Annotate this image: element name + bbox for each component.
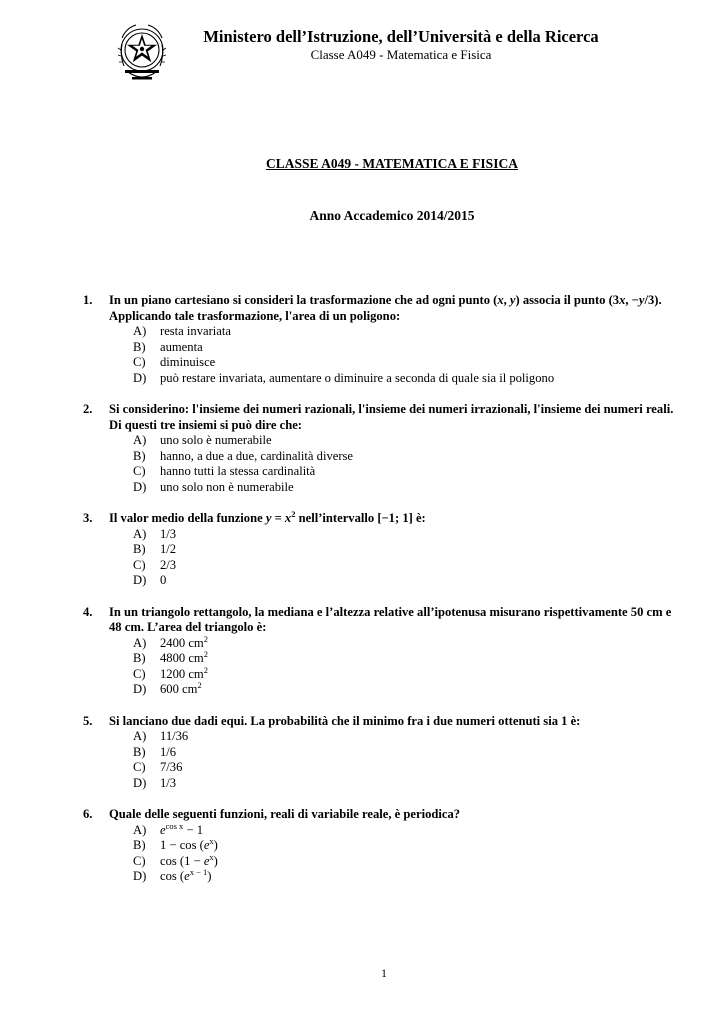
text-part: nell’intervallo [−1; 1] è: — [295, 511, 426, 525]
exponent: x — [209, 836, 214, 846]
option-a — [133, 433, 683, 449]
question-number: 2. — [83, 402, 93, 416]
option-c — [133, 760, 683, 776]
option-text — [160, 682, 202, 698]
option-letter: A) — [133, 433, 147, 447]
option-text: 0 — [160, 573, 167, 587]
option-text: 1/3 — [160, 775, 177, 790]
option-a — [133, 633, 683, 652]
variable-y: y — [265, 511, 272, 525]
math-base: e — [184, 869, 190, 883]
option-text: hanno, a due a due, cardinalità diverse — [160, 448, 354, 463]
math-base: e — [203, 853, 210, 868]
exponent: x − 1 — [189, 867, 208, 877]
option-a — [133, 820, 683, 839]
option-letter: B) — [133, 838, 146, 852]
option-text: 11/36 — [160, 729, 189, 743]
option-letter: B) — [133, 744, 146, 759]
option-b — [133, 838, 683, 854]
math-base: e — [203, 838, 210, 852]
variable-y: y — [509, 293, 516, 307]
option-a — [133, 527, 683, 543]
option-text — [160, 869, 211, 885]
math-base: e — [160, 822, 166, 837]
option-list — [133, 820, 683, 885]
unit-exponent: 2 — [197, 680, 202, 690]
question-2 — [83, 402, 683, 495]
option-letter: C) — [133, 557, 146, 572]
question-1 — [83, 293, 683, 386]
option-text: uno solo è numerabile — [160, 433, 272, 447]
option-list — [133, 633, 683, 698]
question-number: 4. — [83, 604, 93, 619]
option-letter: A) — [133, 822, 147, 837]
question-number: 5. — [83, 713, 93, 728]
option-letter: D) — [133, 682, 147, 696]
text-part: /3). Applicando tale trasformazione, l'area di un poligono: — [109, 293, 662, 323]
option-text: aumenta — [160, 339, 203, 354]
option-d — [133, 480, 683, 496]
option-d — [133, 776, 683, 792]
option-b — [133, 745, 683, 761]
option-letter: B) — [133, 339, 146, 354]
option-letter: A) — [133, 324, 147, 338]
unit-exponent: 2 — [203, 633, 208, 644]
document-title: CLASSE A049 - MATEMATICA E FISICA — [266, 156, 518, 171]
option-letter: A) — [133, 729, 147, 743]
option-c — [133, 851, 683, 870]
question-number: 6. — [83, 807, 93, 821]
option-letter: D) — [133, 370, 147, 385]
option-c — [133, 558, 683, 574]
text-part: 1 − cos ( — [160, 838, 204, 852]
option-letter: D) — [133, 869, 147, 883]
option-d — [133, 682, 683, 698]
option-b — [133, 340, 683, 356]
option-a — [133, 324, 683, 340]
unit-exponent: 2 — [203, 649, 208, 659]
option-text: 2/3 — [160, 557, 177, 572]
text-part: cos (1 − — [160, 853, 204, 868]
option-d — [133, 371, 683, 387]
option-text: può restare invariata, aumentare o diminuire a seconda di quale sia il poligono — [160, 370, 555, 385]
variable-y: y — [638, 293, 645, 307]
unit: cm — [188, 666, 204, 681]
option-letter: D) — [133, 573, 147, 587]
option-letter: B) — [133, 651, 146, 665]
option-list — [133, 527, 683, 589]
option-list — [133, 433, 683, 495]
option-text — [160, 651, 208, 667]
question-4 — [83, 605, 683, 698]
option-letter: C) — [133, 666, 146, 681]
variable-x: x — [619, 293, 626, 307]
option-list — [133, 729, 683, 791]
unit-exponent: 2 — [203, 664, 208, 675]
option-value: 2400 — [160, 635, 186, 650]
text-part: , — [503, 293, 510, 307]
option-c — [133, 355, 683, 371]
question-5 — [83, 714, 683, 792]
option-list — [133, 324, 683, 386]
option-b — [133, 449, 683, 465]
option-text: 1/3 — [160, 526, 177, 541]
text-part: ) — [213, 838, 218, 852]
option-value: 1200 — [160, 666, 186, 681]
question-text — [109, 293, 683, 324]
unit: cm — [188, 635, 204, 650]
question-number: 3. — [83, 511, 93, 525]
option-letter: A) — [133, 635, 147, 650]
academic-year: Anno Accademico 2014/2015 — [309, 208, 475, 223]
option-text: 1/2 — [160, 542, 177, 556]
option-a — [133, 729, 683, 745]
variable-x: x — [284, 511, 292, 525]
option-c — [133, 664, 683, 683]
option-letter: A) — [133, 526, 147, 541]
option-d — [133, 573, 683, 589]
exponent: cos x — [165, 820, 184, 831]
option-text: 1/6 — [160, 744, 177, 759]
text-part: − 1 — [183, 822, 204, 837]
option-text: 7/36 — [160, 760, 183, 774]
text-part: , − — [625, 293, 639, 307]
unit: cm — [182, 682, 198, 696]
option-letter: B) — [133, 448, 146, 463]
option-b — [133, 542, 683, 558]
option-letter: C) — [133, 760, 146, 774]
option-text: uno solo non è numerabile — [160, 479, 294, 494]
option-text: hanno tutti la stessa cardinalità — [160, 464, 316, 478]
question-6 — [83, 807, 683, 885]
variable-x: x — [497, 293, 504, 307]
italian-republic-emblem — [116, 20, 168, 88]
text-part: ) associa il punto (3 — [515, 293, 620, 307]
ministry-name: Ministero dell’Istruzione, dell’Università e della Ricerca — [203, 27, 599, 46]
option-letter: D) — [133, 775, 147, 790]
option-text — [160, 633, 208, 652]
unit: cm — [188, 651, 204, 665]
option-letter: B) — [133, 542, 146, 556]
option-b — [133, 651, 683, 667]
question-3 — [83, 511, 683, 589]
option-letter: C) — [133, 464, 146, 478]
question-text — [109, 511, 683, 527]
option-letter: C) — [133, 853, 146, 868]
exponent: 2 — [291, 509, 296, 519]
text-part: = — [271, 511, 285, 525]
classe-subtitle: Classe A049 - Matematica e Fisica — [310, 47, 492, 62]
option-value: 4800 — [160, 651, 186, 665]
option-d — [133, 869, 683, 885]
question-text: Si lanciano due dadi equi. La probabilità che il minimo fra i due numeri ottenuti sia 1 è: — [109, 713, 581, 728]
question-text: In un triangolo rettangolo, la mediana e l’altezza relative all’ipotenusa misurano rispettivamente 50 cm e 48 cm. L’area del triangolo è: — [109, 604, 672, 634]
page-number: 1 — [381, 966, 387, 980]
exponent: x — [209, 851, 214, 862]
option-text — [160, 820, 204, 839]
option-letter: D) — [133, 479, 147, 494]
text-part: In un piano cartesiano si consideri la trasformazione che ad ogni punto ( — [109, 293, 498, 307]
question-text: Quale delle seguenti funzioni, reali di variabile reale, è periodica? — [109, 807, 461, 821]
question-number: 1. — [83, 293, 93, 307]
question-text: Si considerino: l'insieme dei numeri razionali, l'insieme dei numeri irrazionali, l'insieme dei numeri reali. Di questi tre insiemi si può dire che: — [109, 402, 674, 432]
question-list — [83, 293, 683, 901]
text-part: cos ( — [160, 869, 185, 883]
option-text: resta invariata — [160, 324, 231, 338]
option-value: 600 — [160, 682, 179, 696]
option-text: diminuisce — [160, 355, 216, 369]
text-part: ) — [213, 853, 218, 868]
option-c — [133, 464, 683, 480]
text-part: ) — [207, 869, 212, 883]
option-letter: C) — [133, 355, 146, 369]
text-part: Il valor medio della funzione — [109, 511, 266, 525]
